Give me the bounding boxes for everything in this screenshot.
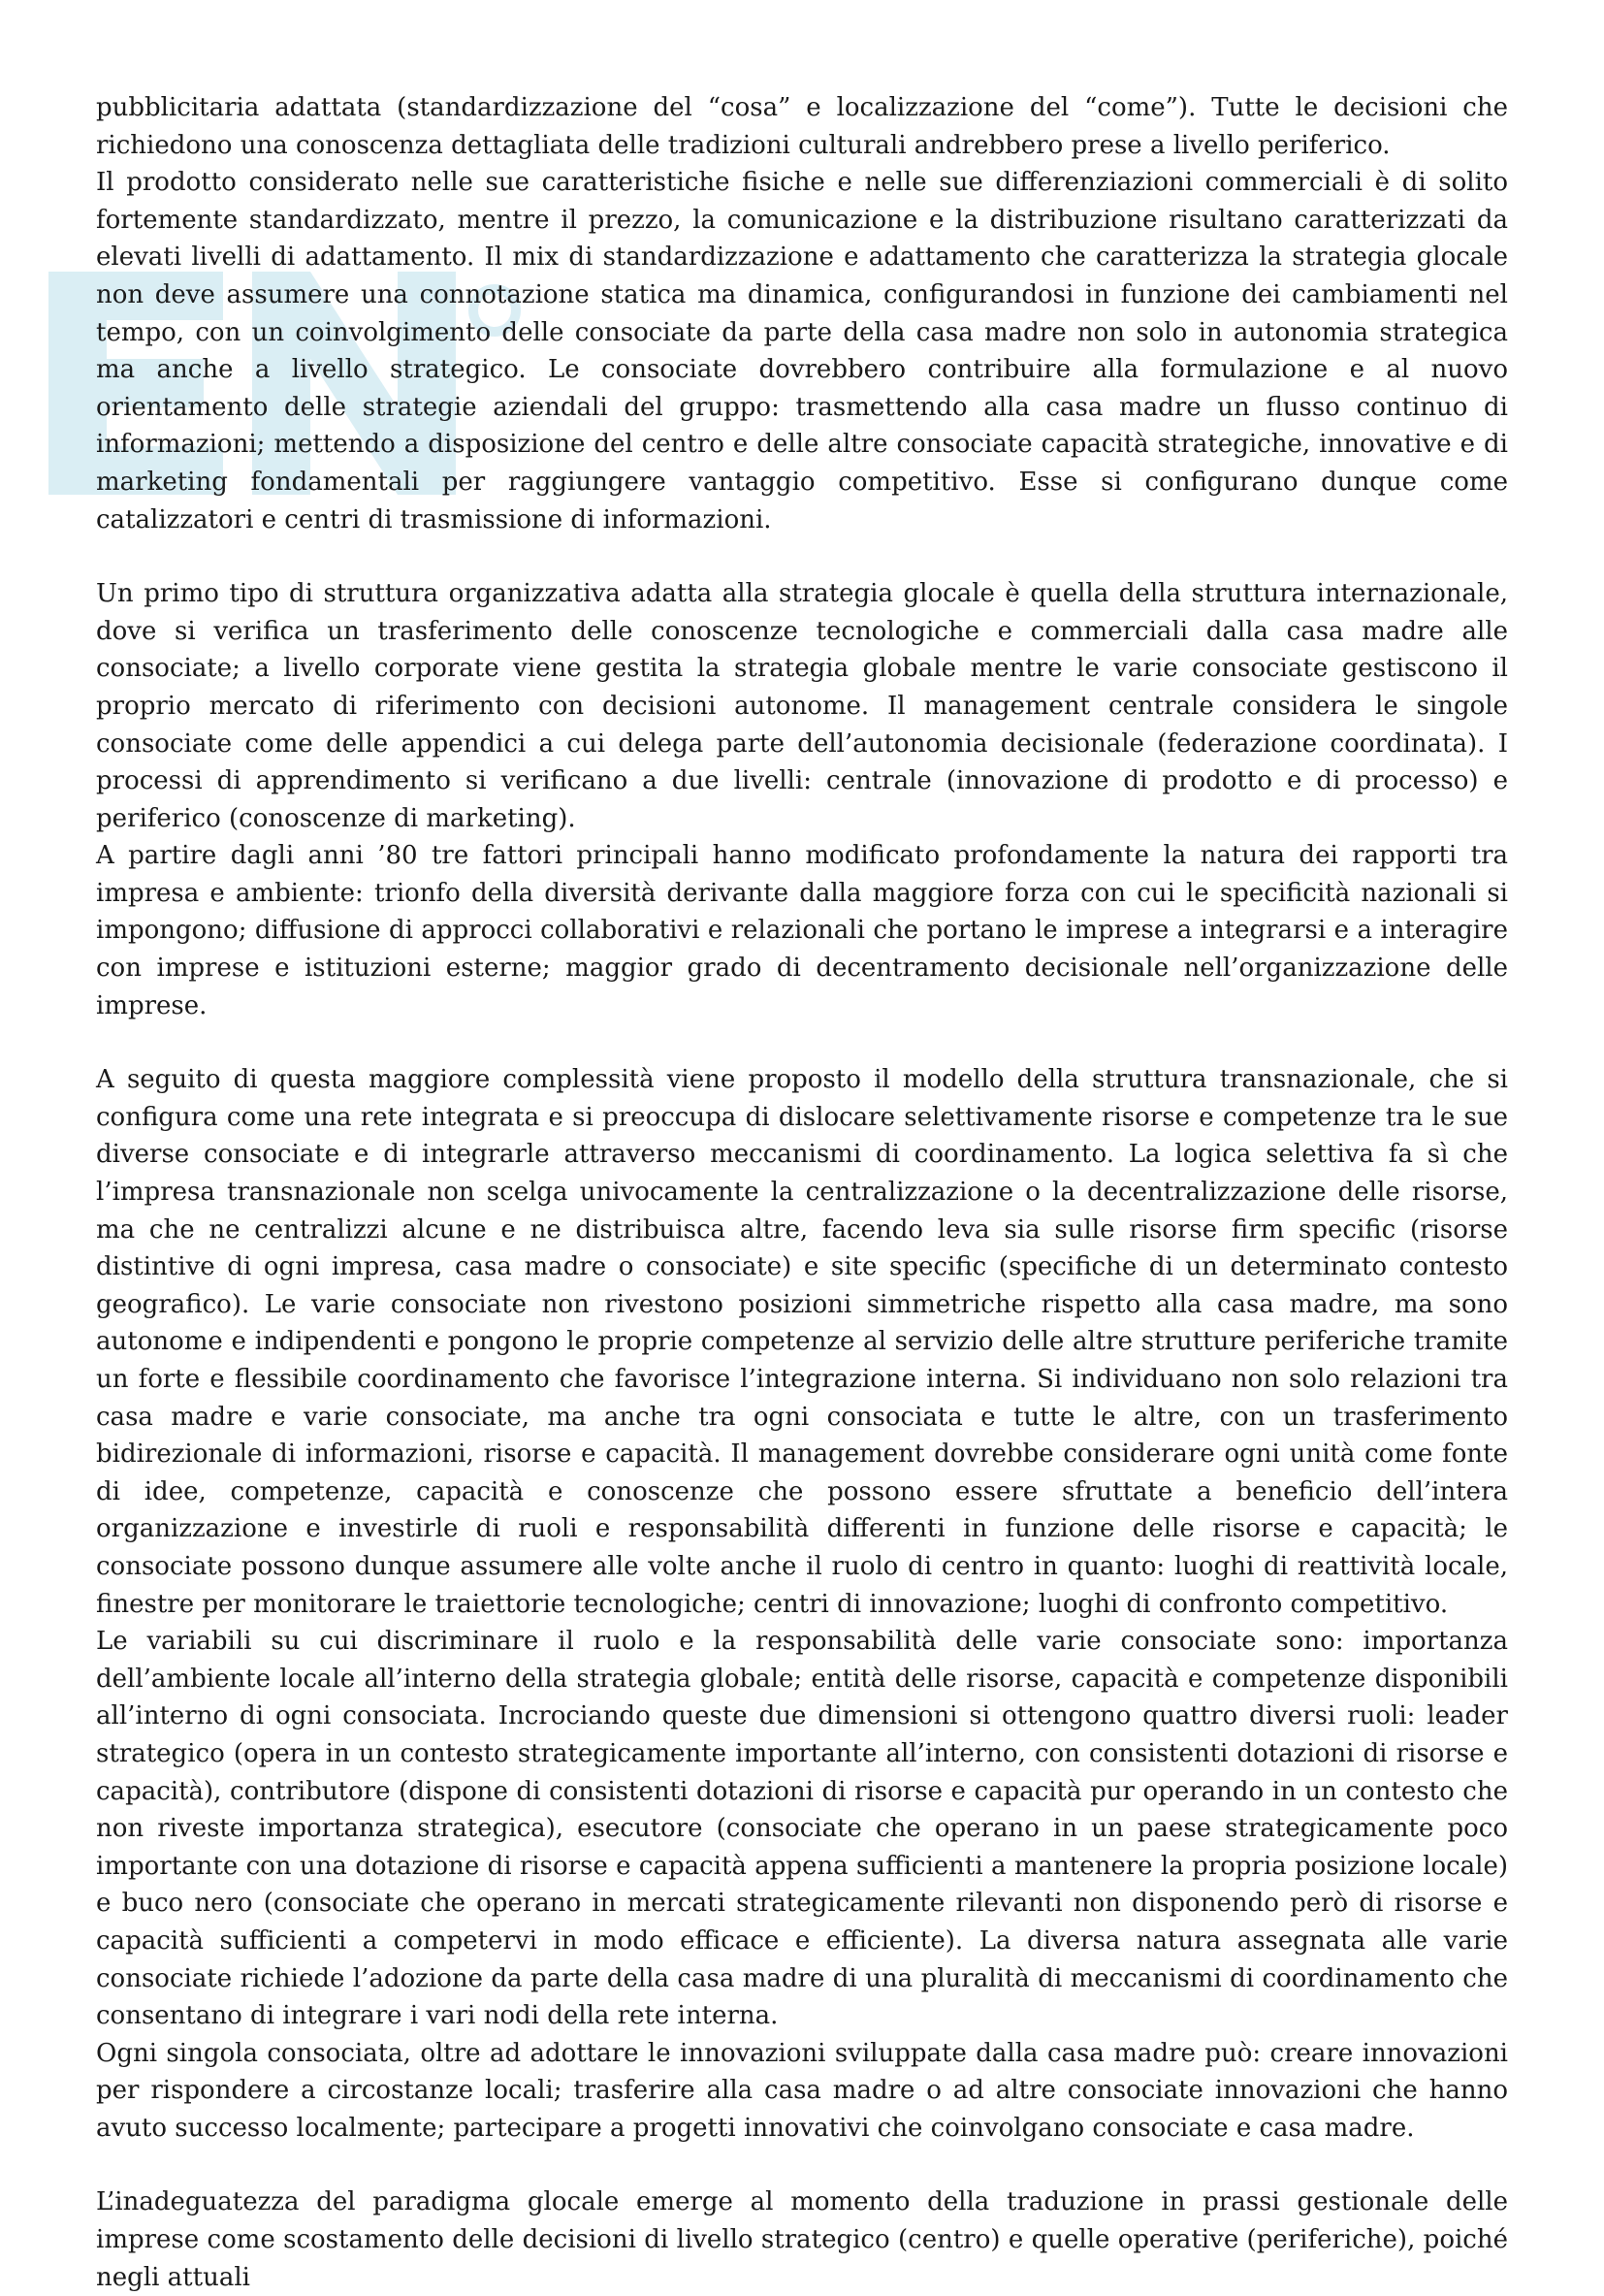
document-body (96, 89, 1508, 2296)
paragraph-2: Il prodotto considerato nelle sue caratteristiche fisiche e nelle sue differenziazioni commerciali è di solito fortemente standardizzato, mentre il prezzo, la comunicazione e la distribuzione risultano caratterizzati da elevati livelli di adattamento. Il mix di standardizzazione e adattamento che caratterizza la strategia glocale non deve assumere una connotazione statica ma dinamica, configurandosi in funzione dei cambiamenti nel tempo, con un coinvolgimento delle consociate da parte della casa madre non solo in autonomia strategica ma anche a livello strategico. Le consociate dovrebbero contribuire alla formulazione e al nuovo orientamento delle strategie aziendali del gruppo: trasmettendo alla casa madre un flusso continuo di informazioni; mettendo a disposizione del centro e delle altre consociate capacità strategiche, innovative e di marketing fondamentali per raggiungere vantaggio competitivo. Esse si configurano dunque come catalizzatori e centri di trasmissione di informazioni. (96, 168, 1508, 534)
paragraph-1: pubblicitaria adattata (standardizzazione del “cosa” e localizzazione del “come”). Tutte le decisioni che richiedono una conoscenza dettagliata delle tradizioni culturali andrebbero prese a livello periferico. (96, 93, 1508, 160)
paragraph-8: L’inadeguatezza del paradigma glocale emerge al momento della traduzione in prassi gestionale delle imprese come scostamento delle decisioni di livello strategico (centro) e quelle operative (periferiche), poiché negli attuali (96, 2187, 1508, 2292)
paragraph-5: A seguito di questa maggiore complessità viene proposto il modello della struttura transnazionale, che si configura come una rete integrata e si preoccupa di dislocare selettivamente risorse e competenze tra le sue diverse consociate e di integrarle attraverso meccanismi di coordinamento. La logica selettiva fa sì che l’impresa transnazionale non scelga univocamente la centralizzazione o la decentralizzazione delle risorse, ma che ne centralizzi alcune e ne distribuisca altre, facendo leva sia sulle risorse firm specific (risorse distintive di ogni impresa, casa madre o consociate) e site specific (specifiche di un determinato contesto geografico). Le varie consociate non rivestono posizioni simmetriche rispetto alla casa madre, ma sono autonome e indipendenti e pongono le proprie competenze al servizio delle altre strutture periferiche tramite un forte e flessibile coordinamento che favorisce l’integrazione interna. Si individuano non solo relazioni tra casa madre e varie consociate, ma anche tra ogni consociata e tutte le altre, con un trasferimento bidirezionale di informazioni, risorse e capacità. Il management dovrebbe considerare ogni unità come fonte di idee, competenze, capacità e conoscenze che possono essere sfruttate a beneficio dell’intera organizzazione e investirle di ruoli e responsabilità differenti in funzione delle risorse e capacità; le consociate possono dunque assumere alle volte anche il ruolo di centro in quanto: luoghi di reattività locale, finestre per monitorare le traiettorie tecnologiche; centri di innovazione; luoghi di confronto competitivo. (96, 1065, 1508, 1619)
paragraph-3: Un primo tipo di struttura organizzativa adatta alla strategia glocale è quella della struttura internazionale, dove si verifica un trasferimento delle conoscenze tecnologiche e commerciali dalla casa madre alle consociate; a livello corporate viene gestita la strategia globale mentre le varie consociate gestiscono il proprio mercato di riferimento con decisioni autonome. Il management centrale considera le singole consociate come delle appendici a cui delega parte dell’autonomia decisionale (federazione coordinata). I processi di apprendimento si verificano a due livelli: centrale (innovazione di prodotto e di processo) e periferico (conoscenze di marketing). (96, 579, 1508, 833)
paragraph-6: Le variabili su cui discriminare il ruolo e la responsabilità delle varie consociate sono: importanza dell’ambiente locale all’interno della strategia globale; entità delle risorse, capacità e competenze disponibili all’interno di ogni consociata. Incrociando queste due dimensioni si ottengono quattro diversi ruoli: leader strategico (opera in un contesto strategicamente importante all’interno, con consistenti dotazioni di risorse e capacità), contributore (dispone di consistenti dotazioni di risorse e capacità pur operando in un contesto che non riveste importanza strategica), esecutore (consociate che operano in un paese strategicamente poco importante con una dotazione di risorse e capacità appena sufficienti a mantenere la propria posizione locale) e buco nero (consociate che operano in mercati strategicamente rilevanti non disponendo però di risorse e capacità sufficienti a competervi in modo efficace e efficiente). La diversa natura assegnata alle varie consociate richiede l’adozione da parte della casa madre di una pluralità di meccanismi di coordinamento che consentano di integrare i vari nodi della rete interna. (96, 1627, 1508, 2031)
paragraph-7: Ogni singola consociata, oltre ad adottare le innovazioni sviluppate dalla casa madre può: creare innovazioni per rispondere a circostanze locali; trasferire alla casa madre o ad altre consociate innovazioni che hanno avuto successo localmente; partecipare a progetti innovativi che coinvolgano consociate e casa madre. (96, 2038, 1508, 2143)
paragraph-4: A partire dagli anni ’80 tre fattori principali hanno modificato profondamente la natura dei rapporti tra impresa e ambiente: trionfo della diversità derivante dalla maggiore forza con cui le specificità nazionali si impongono; diffusione di approcci collaborativi e relazionali che portano le imprese a integrarsi e a interagire con imprese e istituzioni esterne; maggior grado di decentramento decisionale nell’organizzazione delle imprese. (96, 841, 1508, 1020)
